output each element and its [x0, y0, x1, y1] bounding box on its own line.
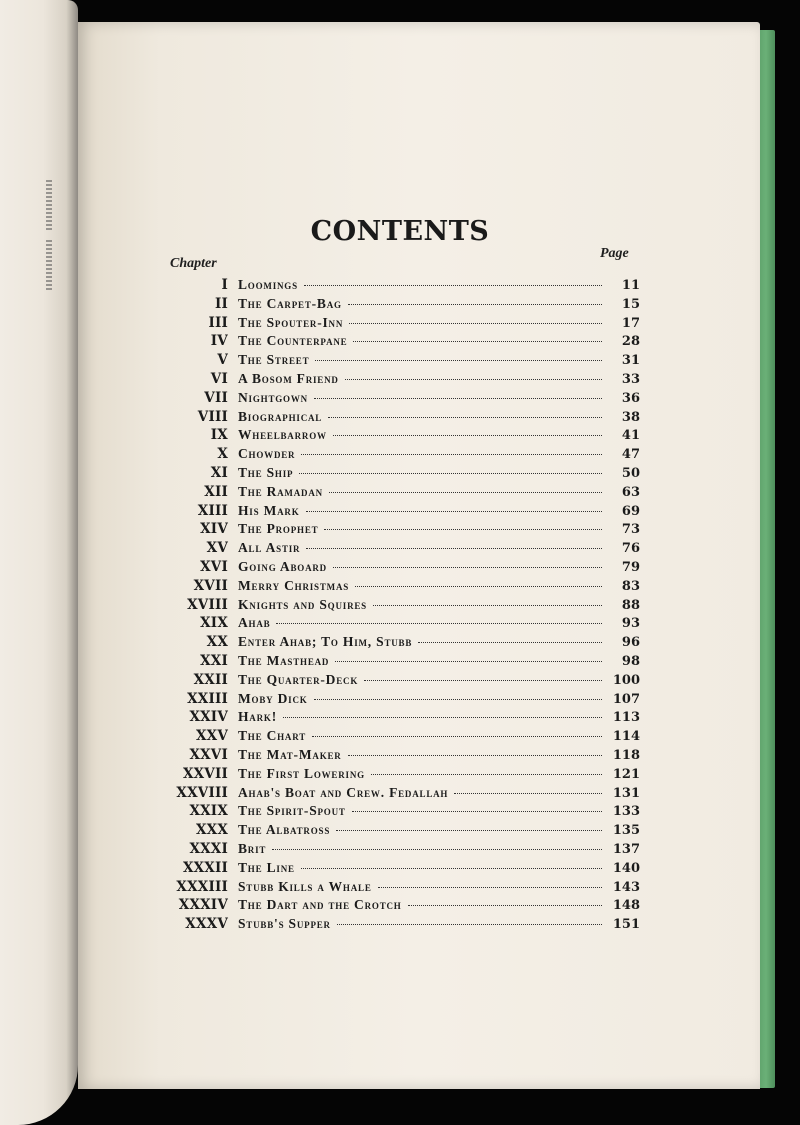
page-number: 79 [621, 559, 640, 575]
chapter-title: Brit [238, 840, 267, 856]
contents-entry [168, 539, 640, 558]
page-number: 83 [621, 578, 640, 594]
dot-leader [306, 511, 602, 512]
chapter-title: Moby Dick [238, 690, 308, 706]
contents-entry [168, 614, 640, 633]
chapter-number: III [208, 314, 228, 331]
chapter-number: XV [206, 540, 228, 557]
contents-entry [168, 483, 640, 502]
contents-entry [168, 708, 640, 727]
dot-leader [348, 755, 602, 756]
chapter-title: The Chart [238, 728, 307, 744]
dot-leader [306, 548, 602, 549]
chapter-title: Loomings [238, 277, 298, 292]
dot-leader [349, 323, 602, 324]
contents-entry [168, 652, 640, 671]
contents-entry [168, 351, 640, 370]
dot-leader [304, 285, 602, 286]
contents-entry [168, 840, 640, 859]
chapter-title: The Spouter-Inn [238, 314, 344, 330]
chapter-number: VI [210, 370, 228, 387]
chapter-title: A Bosom Friend [238, 370, 339, 386]
dot-leader [418, 642, 602, 643]
contents-entry [168, 408, 640, 427]
chapter-title: Ahab [238, 615, 271, 631]
chapter-number: XXXII [182, 859, 228, 876]
contents-entry [168, 896, 640, 915]
page-number: 148 [612, 898, 640, 914]
contents-entry [168, 445, 640, 464]
page-number: 88 [621, 597, 640, 613]
chapter-number: XII [204, 483, 228, 500]
chapter-title: Hark! [238, 709, 277, 725]
page-title: CONTENTS [310, 216, 490, 247]
dot-leader [315, 360, 602, 361]
dot-leader [348, 304, 602, 305]
page-number: 96 [621, 635, 640, 651]
chapter-number: XX [206, 634, 228, 651]
contents-entry [168, 295, 640, 314]
dot-leader [345, 379, 602, 380]
chapter-title: Stubb Kills a Whale [238, 878, 372, 894]
chapter-title: The Prophet [238, 521, 319, 537]
contents-entry [168, 389, 640, 408]
contents-entry [168, 690, 640, 709]
dot-leader [324, 529, 602, 530]
contents-entry [168, 765, 640, 784]
contents-entry [168, 502, 640, 521]
page-number: 98 [621, 653, 640, 669]
chapter-title: The Quarter-Deck [238, 671, 359, 687]
dot-leader [373, 605, 602, 606]
page-number: 38 [621, 409, 640, 425]
contents-entry [168, 520, 640, 539]
chapter-title: Chowder [238, 446, 296, 462]
page-number: 131 [612, 785, 640, 801]
dot-leader [299, 473, 602, 474]
page-number: 133 [612, 804, 640, 820]
dot-leader [333, 567, 602, 568]
chapter-number: XXXV [185, 916, 228, 933]
dot-leader [314, 699, 602, 700]
page-number: 47 [621, 447, 640, 463]
chapter-title: The Mat-Maker [238, 746, 342, 762]
chapter-title: Enter Ahab; To Him, Stubb [238, 634, 413, 650]
page-number: 135 [612, 823, 640, 839]
chapter-title: Stubb's Supper [238, 916, 331, 932]
page-number: 151 [612, 917, 640, 933]
chapter-number: XXIV [189, 709, 228, 726]
contents-entry [168, 671, 640, 690]
contents-entry [168, 332, 640, 351]
page-number: 41 [621, 428, 640, 444]
contents-entry [168, 878, 640, 897]
chapter-number: XXXIII [176, 878, 228, 895]
page-number: 76 [621, 541, 640, 557]
page-number: 143 [612, 879, 640, 895]
chapter-number: XXII [193, 671, 228, 688]
dot-leader [312, 736, 602, 737]
dot-leader [454, 793, 602, 794]
dot-leader [301, 454, 602, 455]
chapter-number: IV [210, 333, 228, 350]
contents-entry [168, 314, 640, 333]
dot-leader [378, 887, 602, 888]
chapter-title: Nightgown [238, 389, 308, 405]
chapter-number: XIII [197, 502, 228, 519]
contents-entry [168, 426, 640, 445]
page-number: 107 [612, 691, 640, 707]
chapter-number: XXVI [189, 746, 228, 763]
facing-page-text-fragment [46, 240, 52, 290]
contents-entry [168, 577, 640, 596]
chapter-number: I [221, 277, 228, 293]
chapter-number: XIV [200, 521, 228, 538]
chapter-number: VII [204, 389, 228, 406]
chapter-number: XXVII [182, 765, 228, 782]
chapter-title: Merry Christmas [238, 577, 350, 593]
page-number: 28 [621, 334, 640, 350]
chapter-title: The Albatross [238, 822, 331, 838]
contents-entry [168, 727, 640, 746]
dot-leader [328, 417, 602, 418]
dot-leader [408, 905, 602, 906]
page-number: 33 [621, 371, 640, 387]
contents-entry [168, 370, 640, 389]
page-number: 36 [621, 390, 640, 406]
chapter-number: V [217, 352, 228, 369]
chapter-number: XI [210, 464, 228, 481]
chapter-number: XXXIV [178, 897, 228, 914]
chapter-title: Wheelbarrow [238, 427, 327, 443]
dot-leader [355, 586, 602, 587]
page-number: 100 [612, 672, 640, 688]
chapter-number: VIII [197, 408, 228, 425]
facing-page [0, 0, 78, 1125]
chapter-column-label: Chapter [170, 256, 217, 271]
chapter-title: All Astir [238, 540, 301, 556]
dot-leader [335, 661, 602, 662]
dot-leader [283, 717, 602, 718]
page-number: 69 [621, 503, 640, 519]
contents-entry [168, 276, 640, 295]
contents-entry [168, 464, 640, 483]
dot-leader [364, 680, 602, 681]
chapter-title: Knights and Squires [238, 596, 367, 612]
chapter-number: XXV [195, 728, 228, 745]
chapter-title: The Carpet-Bag [238, 295, 342, 311]
page-number: 121 [612, 766, 640, 782]
dot-leader [353, 341, 602, 342]
dot-leader [276, 623, 602, 624]
chapter-number: XIX [200, 615, 228, 632]
chapter-title: His Mark [238, 502, 300, 518]
page-number: 31 [621, 353, 640, 369]
chapter-title: The First Lowering [238, 765, 365, 781]
contents-list [168, 276, 640, 934]
contents-entry [168, 784, 640, 803]
chapter-title: The Line [238, 859, 295, 875]
chapter-number: XXI [200, 652, 228, 669]
dot-leader [272, 849, 602, 850]
chapter-number: XXX [195, 822, 228, 839]
page-number: 73 [621, 522, 640, 538]
contents-entry [168, 746, 640, 765]
contents-entry [168, 821, 640, 840]
page-number: 93 [621, 616, 640, 632]
page-number: 137 [612, 841, 640, 857]
chapter-number: XXIII [187, 690, 228, 707]
chapter-title: Biographical [238, 408, 323, 424]
page-number: 140 [612, 860, 640, 876]
dot-leader [333, 435, 602, 436]
chapter-title: The Counterpane [238, 333, 348, 349]
chapter-number: XVII [193, 577, 228, 594]
chapter-number: XXIX [189, 803, 228, 820]
chapter-title: The Spirit-Spout [238, 803, 346, 819]
chapter-number: XVIII [187, 596, 228, 613]
page-column-label: Page [600, 246, 629, 261]
chapter-title: Ahab's Boat and Crew. Fedallah [238, 784, 449, 800]
contents-entry [168, 915, 640, 934]
contents-entry [168, 596, 640, 615]
chapter-number: IX [210, 427, 228, 444]
chapter-title: The Masthead [238, 652, 330, 668]
chapter-title: Going Aboard [238, 558, 327, 574]
page-number: 15 [621, 296, 640, 312]
page-number: 50 [621, 465, 640, 481]
contents-entry [168, 558, 640, 577]
page-number: 17 [621, 315, 640, 331]
dot-leader [314, 398, 602, 399]
page-number: 114 [612, 729, 640, 745]
dot-leader [301, 868, 602, 869]
chapter-title: The Ship [238, 464, 294, 480]
dot-leader [329, 492, 602, 493]
contents-entry [168, 802, 640, 821]
dot-leader [337, 924, 602, 925]
contents-entry [168, 633, 640, 652]
dot-leader [371, 774, 602, 775]
chapter-number: X [217, 446, 228, 463]
page-number: 113 [612, 710, 640, 726]
chapter-number: XVI [200, 558, 228, 575]
chapter-number: II [214, 295, 228, 312]
page-number: 11 [621, 278, 640, 293]
chapter-title: The Street [238, 352, 310, 368]
dot-leader [336, 830, 602, 831]
chapter-title: The Ramadan [238, 483, 323, 499]
chapter-title: The Dart and the Crotch [238, 897, 402, 913]
page-number: 118 [612, 747, 640, 763]
page-number: 63 [621, 484, 640, 500]
contents-entry [168, 859, 640, 878]
chapter-number: XXXI [189, 840, 228, 857]
dot-leader [352, 811, 602, 812]
chapter-number: XXVIII [176, 784, 228, 801]
